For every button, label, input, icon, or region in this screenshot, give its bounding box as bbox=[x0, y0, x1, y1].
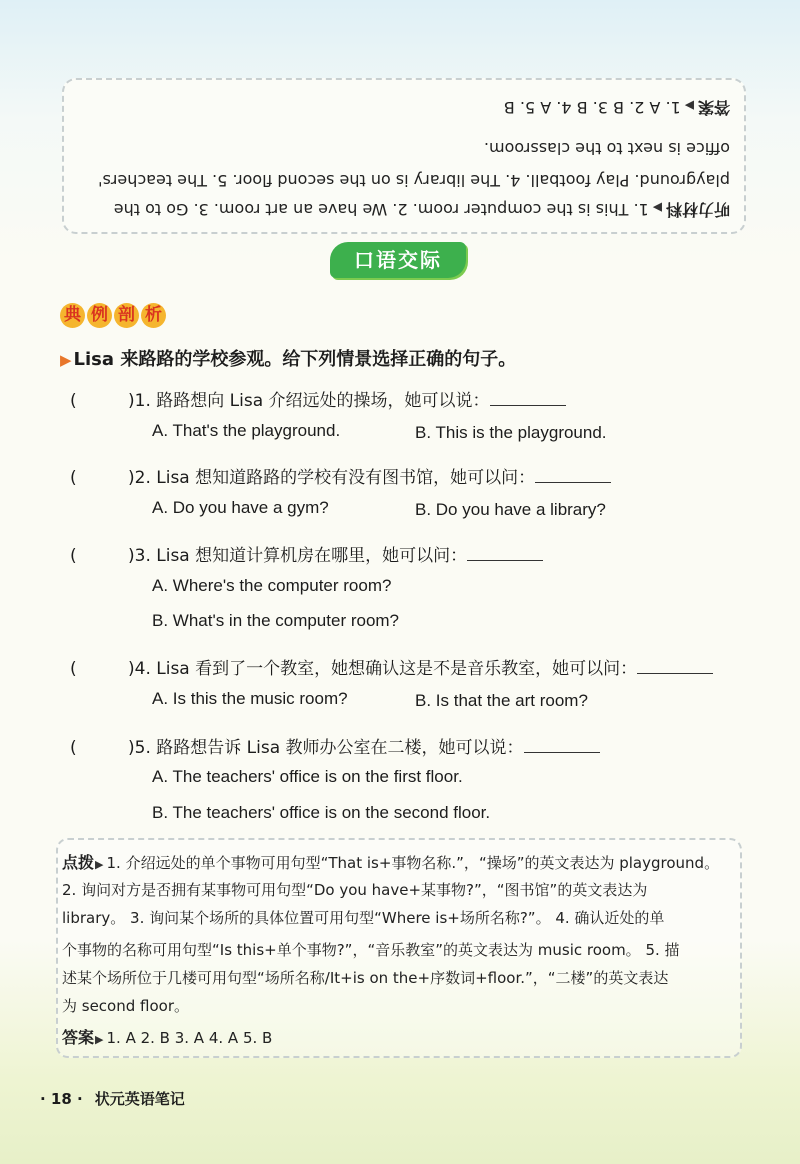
option-a: A. Do you have a gym? bbox=[152, 498, 329, 517]
answer-paren[interactable]: ( bbox=[70, 546, 77, 566]
option-b: B. The teachers' office is on the second floor. bbox=[152, 803, 491, 822]
example-analysis-heading bbox=[60, 303, 166, 328]
section-title: 口语交际 bbox=[330, 242, 466, 278]
question-text: )3. Lisa 想知道计算机房在哪里，她可以问： bbox=[128, 546, 468, 566]
listening-line-3: office is next to the classroom. bbox=[483, 139, 730, 158]
answer-line-top bbox=[504, 97, 730, 120]
book-title: 状元英语笔记 bbox=[94, 1090, 185, 1108]
answer-paren[interactable]: ( bbox=[70, 738, 77, 758]
option-a: A. Where's the computer room? bbox=[152, 576, 392, 595]
arrow-icon: ▶ bbox=[95, 858, 104, 871]
answer-paren[interactable]: ( bbox=[70, 391, 77, 411]
question-5 bbox=[70, 733, 600, 758]
tip-line-5: 述某个场所位于几楼可用句型“场所名称/It+is on the+序数词+floor.”，“二楼”的英文表达 bbox=[62, 969, 669, 987]
instruction-text: Lisa 来路路的学校参观。给下列情景选择正确的句子。 bbox=[73, 349, 517, 370]
tip-line-6: 为 second floor。 bbox=[62, 997, 190, 1015]
answer-blank[interactable] bbox=[535, 468, 611, 483]
tips-answer-line bbox=[62, 1025, 272, 1048]
answer-blank[interactable] bbox=[637, 659, 713, 674]
option-b: B. Do you have a library? bbox=[415, 500, 606, 519]
option-b: B. This is the playground. bbox=[415, 423, 607, 442]
option-a: A. The teachers' office is on the first floor. bbox=[152, 767, 463, 786]
upside-down-answer-box bbox=[62, 78, 746, 234]
question-text: )5. 路路想告诉 Lisa 教师办公室在二楼，她可以说： bbox=[128, 738, 524, 758]
option-a: A. Is this the music room? bbox=[152, 689, 348, 708]
triangle-icon: ▶ bbox=[60, 351, 72, 369]
answer-blank[interactable] bbox=[490, 391, 566, 406]
tips-answer-label: 答案 bbox=[62, 1028, 95, 1047]
question-text: )1. 路路想向 Lisa 介绍远处的操场，她可以说： bbox=[128, 391, 490, 411]
question-3 bbox=[70, 541, 543, 566]
tips-label: 点拨 bbox=[62, 853, 95, 872]
option-b: B. Is that the art room? bbox=[415, 691, 588, 710]
tip-line-2: 2. 询问对方是否拥有某事物可用句型“Do you have+某事物?”，“图书馆”的英文表达为 bbox=[62, 881, 648, 899]
instruction bbox=[60, 345, 516, 371]
badge-char: 典 bbox=[60, 303, 85, 328]
badge-char: 例 bbox=[87, 303, 112, 328]
answer-text-top: 1. A 2. B 3. B 4. A 5. B bbox=[503, 98, 681, 117]
tip-line-4: 个事物的名称可用句型“Is this+单个事物?”，“音乐教室”的英文表达为 music room。 5. 描 bbox=[62, 941, 680, 959]
question-1 bbox=[70, 386, 566, 411]
footer bbox=[40, 1088, 185, 1109]
tip-line-3: library。 3. 询问某个场所的具体位置可用句型“Where is+场所名称?”。 4. 确认近处的单 bbox=[62, 909, 665, 927]
option-a: A. That's the playground. bbox=[152, 421, 341, 440]
page-number: · 18 · bbox=[40, 1090, 83, 1108]
badge-char: 析 bbox=[141, 303, 166, 328]
rotated-content bbox=[64, 80, 744, 232]
arrow-icon: ▶ bbox=[684, 99, 694, 113]
tips-answer-text: 1. A 2. B 3. A 4. A 5. B bbox=[106, 1029, 273, 1047]
answer-label-top: 答案 bbox=[697, 98, 730, 117]
question-4 bbox=[70, 654, 713, 679]
question-2 bbox=[70, 463, 611, 488]
listening-text-1: 1. This is the computer room. 2. We have an art room. 3. Go to the bbox=[113, 200, 649, 219]
badge-char: 剖 bbox=[114, 303, 139, 328]
tip-line-1 bbox=[62, 850, 719, 873]
question-text: )4. Lisa 看到了一个教室，她想确认这是不是音乐教室，她可以问： bbox=[128, 659, 638, 679]
listening-line-2: playground. Play football. 4. The library is on the second floor. 5. The teachers' bbox=[98, 171, 730, 190]
answer-paren[interactable]: ( bbox=[70, 468, 77, 488]
option-b: B. What's in the computer room? bbox=[152, 611, 400, 630]
arrow-icon: ▶ bbox=[652, 201, 662, 215]
answer-blank[interactable] bbox=[467, 546, 543, 561]
answer-paren[interactable]: ( bbox=[70, 659, 77, 679]
arrow-icon: ▶ bbox=[95, 1033, 104, 1046]
tip-text-1: 1. 介绍远处的单个事物可用句型“That is+事物名称.”，“操场”的英文表达为 playground。 bbox=[106, 854, 720, 872]
listening-line-1 bbox=[114, 199, 730, 222]
question-text: )2. Lisa 想知道路路的学校有没有图书馆，她可以问： bbox=[128, 468, 536, 488]
listening-label: 听力材料 bbox=[665, 200, 730, 219]
answer-blank[interactable] bbox=[524, 738, 600, 753]
